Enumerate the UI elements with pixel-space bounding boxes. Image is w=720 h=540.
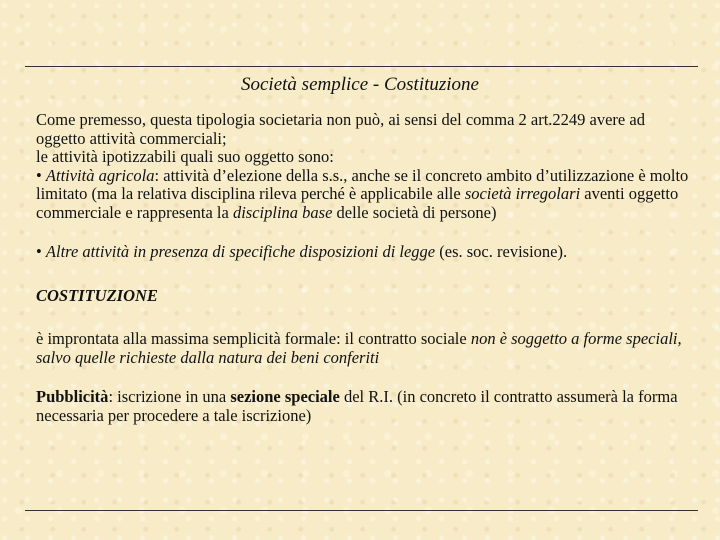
bullet-marker: • [36,165,46,185]
section-heading-costituzione: COSTITUZIONE [36,285,158,305]
slide-body [36,111,696,425]
pubblicita-label: Pubblicità [36,387,109,406]
bullet-marker: • [36,242,46,261]
slide-title: Società semplice - Costituzione [241,74,479,95]
bullet-term: Attività agricola [45,165,155,185]
intro-subline: le attività ipotizzabili quali suo oggetto sono: [36,147,334,166]
bullet-altre: • Altre attività in presenza di specifiche disposizioni di legge (es. soc. revisione). [36,242,568,261]
costituzione-paragraph: è improntata alla massima semplicità formale: il contratto sociale non è soggetto a forme speciali, salvo quelle richieste dalla natura dei beni conferiti [36,329,682,367]
emphasis-text: società irregolari [464,184,581,203]
pubblicita-paragraph: Pubblicità: iscrizione in una sezione speciale del R.I. (in concreto il contratto assumerà la forma necessaria per procedere a tale iscrizione) [36,387,678,425]
emphasis-text: disciplina base [232,202,333,222]
bullet-agricola: • Attività agricola: attività d’elezione della s.s., anche se il concreto ambito d’utilizzazione è molto limitato (ma la relativa disciplina rileva perché è applicabile alle società irregolari aventi oggetto commerciale e rappresenta la disciplina base delle società di persone) [36,165,689,222]
bottom-rule [25,510,698,511]
bold-text: sezione speciale [230,387,340,406]
intro-paragraph: Come premesso, questa tipologia societaria non può, ai sensi del comma 2 art.2249 avere ad oggetto attività commerciali; [36,110,645,148]
top-rule [25,66,698,67]
emphasis-text: non è soggetto a forme speciali, salvo quelle richieste dalla natura dei beni conferiti [36,329,682,367]
bullet-term: Altre attività in presenza di specifiche disposizioni di legge [45,242,436,261]
